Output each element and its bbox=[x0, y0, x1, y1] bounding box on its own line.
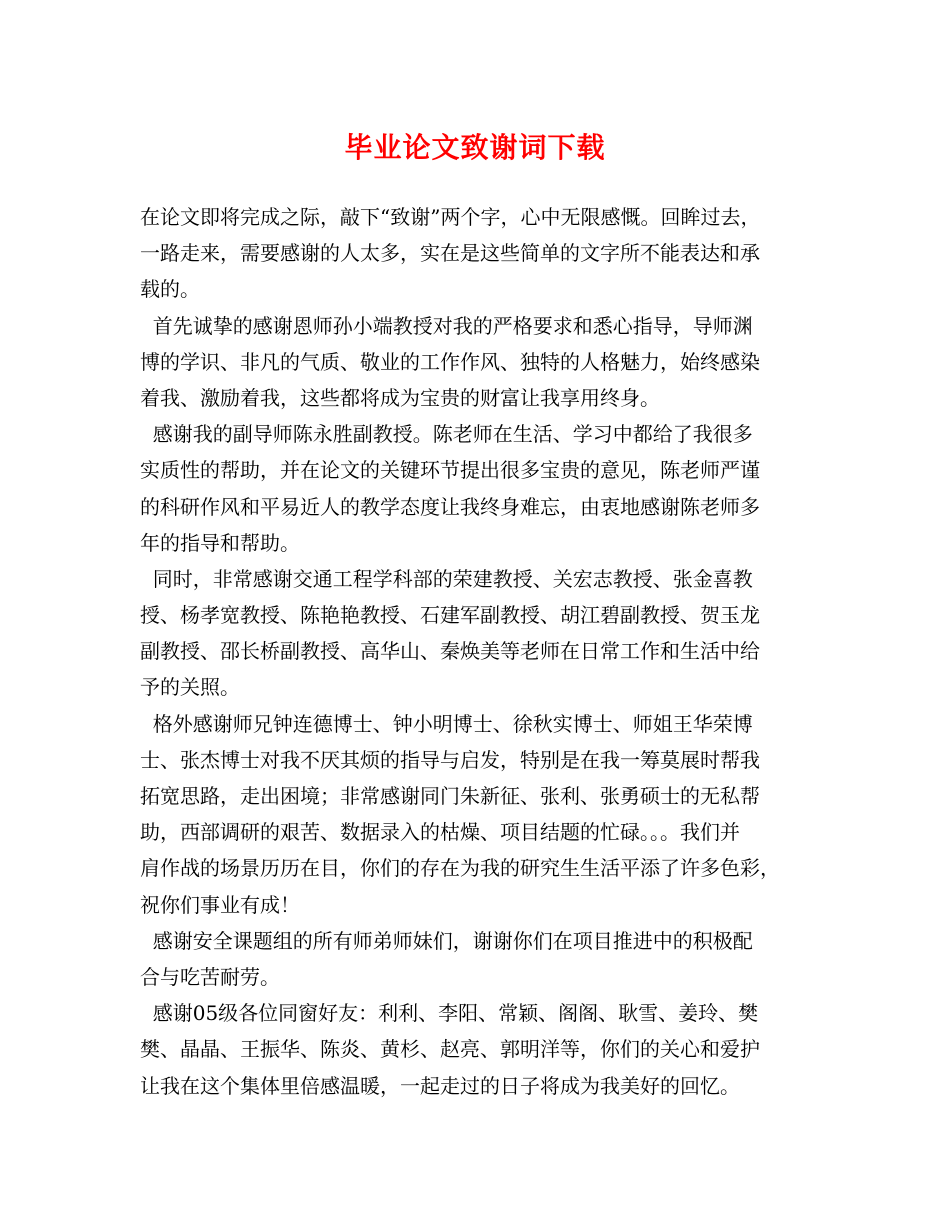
text-line: 的科研作风和平易近人的教学态度让我终身难忘，由衷地感谢陈老师多 bbox=[140, 494, 760, 519]
document-title: 毕业论文致谢词下载 bbox=[344, 131, 606, 164]
text-line: 感谢安全课题组的所有师弟师妹们，谢谢你们在项目推进中的积极配 bbox=[140, 928, 753, 953]
text-line: 让我在这个集体里倍感温暖，一起走过的日子将成为我美好的回忆。 bbox=[140, 1073, 740, 1098]
text-line: 助，西部调研的艰苦、数据录入的枯燥、项目结题的忙碌。。。我们并 bbox=[140, 820, 740, 845]
text-line: 授、杨孝宽教授、陈艳艳教授、石建军副教授、胡江碧副教授、贺玉龙 bbox=[140, 603, 760, 628]
text-line: 合与吃苦耐劳。 bbox=[140, 964, 280, 989]
text-line: 年的指导和帮助。 bbox=[140, 530, 300, 555]
text-line: 同时，非常感谢交通工程学科部的荣建教授、关宏志教授、张金喜教 bbox=[140, 566, 753, 591]
text-line: 拓宽思路，走出困境；非常感谢同门朱新征、张利、张勇硕士的无私帮 bbox=[140, 784, 760, 808]
text-line: 肩作战的场景历历在目，你们的存在为我的研究生生活平添了许多色彩， bbox=[140, 856, 780, 881]
text-line: 博的学识、非凡的气质、敬业的工作作风、独特的人格魅力，始终感染 bbox=[140, 349, 760, 374]
text-line: 载的。 bbox=[140, 277, 200, 302]
text-line: 着我、激励着我，这些都将成为宝贵的财富让我享用终身。 bbox=[140, 385, 660, 410]
text-line: 樊、晶晶、王振华、陈炎、黄杉、赵亮、郭明洋等，你们的关心和爱护 bbox=[140, 1037, 760, 1062]
text-line: 士、张杰博士对我不厌其烦的指导与启发，特别是在我一筹莫展时帮我 bbox=[140, 747, 760, 772]
text-line: 一路走来，需要感谢的人太多，实在是这些简单的文字所不能表达和承 bbox=[140, 241, 760, 266]
text-line: 在论文即将完成之际，敲下“致谢”两个字，心中无限感慨。回眸过去， bbox=[140, 205, 761, 229]
text-line: 祝你们事业有成！ bbox=[140, 892, 300, 917]
text-line: 予的关照。 bbox=[140, 675, 240, 700]
text-line: 感谢05级各位同窗好友：利利、李阳、常颖、阁阁、耿雪、姜玲、樊 bbox=[140, 1001, 759, 1026]
document-body bbox=[140, 199, 828, 1104]
text-line: 副教授、邵长桥副教授、高华山、秦焕美等老师在日常工作和生活中给 bbox=[140, 639, 760, 664]
text-line: 首先诚挚的感谢恩师孙小端教授对我的严格要求和悉心指导，导师渊 bbox=[140, 313, 753, 338]
text-line: 实质性的帮助，并在论文的关键环节提出很多宝贵的意见，陈老师严谨 bbox=[140, 458, 760, 483]
text-line: 感谢我的副导师陈永胜副教授。陈老师在生活、学习中都给了我很多 bbox=[140, 422, 753, 447]
text-line: 格外感谢师兄钟连德博士、钟小明博士、徐秋实博士、师姐王华荣博 bbox=[140, 711, 753, 736]
